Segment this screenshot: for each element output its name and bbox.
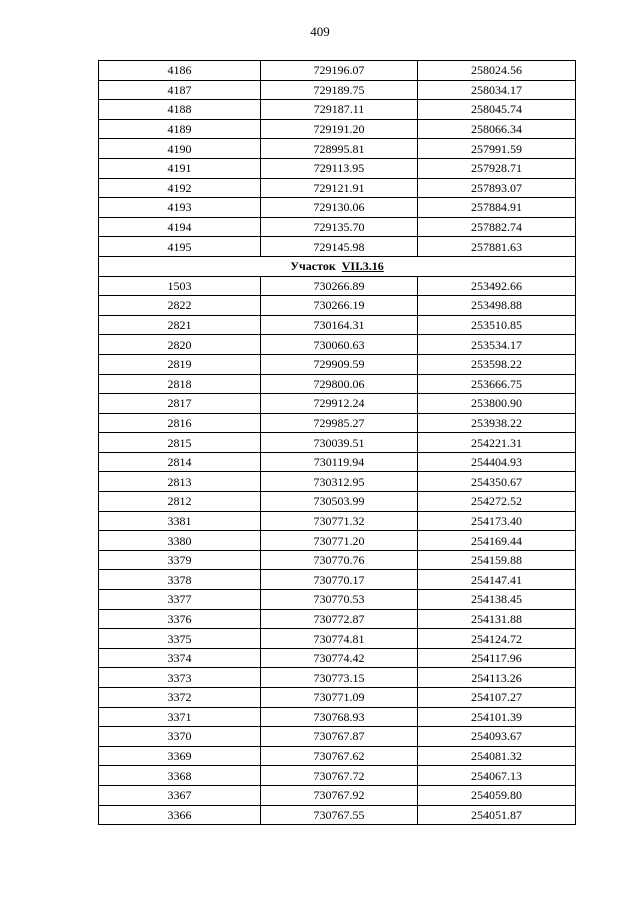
- table-row: [99, 688, 576, 708]
- table-row: [99, 276, 576, 296]
- y-coordinate-cell: 253492.66: [418, 276, 576, 296]
- table-row: [99, 629, 576, 649]
- x-coordinate-cell: 729145.98: [261, 237, 418, 257]
- point-number-cell: 3372: [99, 688, 261, 708]
- table-row: [99, 452, 576, 472]
- coordinates-table: [98, 60, 576, 825]
- point-number-cell: 3374: [99, 648, 261, 668]
- point-number-cell: 4186: [99, 61, 261, 81]
- point-number-cell: 2816: [99, 413, 261, 433]
- point-number-cell: 3376: [99, 609, 261, 629]
- y-coordinate-cell: 254059.80: [418, 785, 576, 805]
- table-row: [99, 531, 576, 551]
- y-coordinate-cell: 257884.91: [418, 198, 576, 218]
- x-coordinate-cell: 729113.95: [261, 158, 418, 178]
- x-coordinate-cell: 730771.09: [261, 688, 418, 708]
- table-row: [99, 61, 576, 81]
- point-number-cell: 3373: [99, 668, 261, 688]
- y-coordinate-cell: 254081.32: [418, 746, 576, 766]
- point-number-cell: 3367: [99, 785, 261, 805]
- point-number-cell: 3368: [99, 766, 261, 786]
- x-coordinate-cell: 730119.94: [261, 452, 418, 472]
- x-coordinate-cell: 730770.17: [261, 570, 418, 590]
- point-number-cell: 2817: [99, 394, 261, 414]
- y-coordinate-cell: 257882.74: [418, 217, 576, 237]
- section-header: [99, 256, 576, 276]
- point-number-cell: 3378: [99, 570, 261, 590]
- x-coordinate-cell: 728995.81: [261, 139, 418, 159]
- table-row: [99, 648, 576, 668]
- point-number-cell: 2821: [99, 315, 261, 335]
- y-coordinate-cell: 254350.67: [418, 472, 576, 492]
- y-coordinate-cell: 254113.26: [418, 668, 576, 688]
- table-row: [99, 570, 576, 590]
- y-coordinate-cell: 258066.34: [418, 119, 576, 139]
- x-coordinate-cell: 729121.91: [261, 178, 418, 198]
- table-row: [99, 805, 576, 825]
- y-coordinate-cell: 254221.31: [418, 433, 576, 453]
- table-row: [99, 354, 576, 374]
- y-coordinate-cell: 254131.88: [418, 609, 576, 629]
- table-row: [99, 315, 576, 335]
- point-number-cell: 2818: [99, 374, 261, 394]
- table-row: [99, 119, 576, 139]
- point-number-cell: 4191: [99, 158, 261, 178]
- x-coordinate-cell: 730767.62: [261, 746, 418, 766]
- y-coordinate-cell: 254138.45: [418, 590, 576, 610]
- point-number-cell: 3375: [99, 629, 261, 649]
- x-coordinate-cell: 730266.89: [261, 276, 418, 296]
- y-coordinate-cell: 253534.17: [418, 335, 576, 355]
- y-coordinate-cell: 258024.56: [418, 61, 576, 81]
- y-coordinate-cell: 257893.07: [418, 178, 576, 198]
- y-coordinate-cell: 253598.22: [418, 354, 576, 374]
- y-coordinate-cell: 254067.13: [418, 766, 576, 786]
- x-coordinate-cell: 730774.42: [261, 648, 418, 668]
- point-number-cell: 4187: [99, 80, 261, 100]
- x-coordinate-cell: 730770.53: [261, 590, 418, 610]
- point-number-cell: 3377: [99, 590, 261, 610]
- y-coordinate-cell: 254147.41: [418, 570, 576, 590]
- table-row: [99, 727, 576, 747]
- page-number: 409: [310, 24, 330, 39]
- table-row: [99, 374, 576, 394]
- table-row: [99, 511, 576, 531]
- y-coordinate-cell: 254169.44: [418, 531, 576, 551]
- point-number-cell: 4195: [99, 237, 261, 257]
- point-number-cell: 4189: [99, 119, 261, 139]
- point-number-cell: 3369: [99, 746, 261, 766]
- x-coordinate-cell: 729909.59: [261, 354, 418, 374]
- x-coordinate-cell: 730266.19: [261, 296, 418, 316]
- table-row: [99, 492, 576, 512]
- y-coordinate-cell: 253498.88: [418, 296, 576, 316]
- table-row: [99, 785, 576, 805]
- x-coordinate-cell: 730039.51: [261, 433, 418, 453]
- x-coordinate-cell: 730774.81: [261, 629, 418, 649]
- point-number-cell: 4193: [99, 198, 261, 218]
- table-body-bottom: [99, 276, 576, 825]
- x-coordinate-cell: 729187.11: [261, 100, 418, 120]
- y-coordinate-cell: 257991.59: [418, 139, 576, 159]
- point-number-cell: 4190: [99, 139, 261, 159]
- table-row: [99, 413, 576, 433]
- table-row: [99, 296, 576, 316]
- y-coordinate-cell: 254404.93: [418, 452, 576, 472]
- y-coordinate-cell: 254117.96: [418, 648, 576, 668]
- x-coordinate-cell: 730060.63: [261, 335, 418, 355]
- table-row: [99, 139, 576, 159]
- y-coordinate-cell: 254124.72: [418, 629, 576, 649]
- table-row: [99, 178, 576, 198]
- y-coordinate-cell: 253510.85: [418, 315, 576, 335]
- table-row: [99, 158, 576, 178]
- table-row: [99, 746, 576, 766]
- section-header-row: [99, 256, 576, 276]
- table-row: [99, 668, 576, 688]
- y-coordinate-cell: 253666.75: [418, 374, 576, 394]
- y-coordinate-cell: 257881.63: [418, 237, 576, 257]
- table-row: [99, 766, 576, 786]
- table-row: [99, 237, 576, 257]
- x-coordinate-cell: 730770.76: [261, 550, 418, 570]
- point-number-cell: 4194: [99, 217, 261, 237]
- x-coordinate-cell: 729196.07: [261, 61, 418, 81]
- point-number-cell: 2819: [99, 354, 261, 374]
- x-coordinate-cell: 730773.15: [261, 668, 418, 688]
- x-coordinate-cell: 729985.27: [261, 413, 418, 433]
- section-label: Участок: [290, 259, 336, 274]
- y-coordinate-cell: 254173.40: [418, 511, 576, 531]
- y-coordinate-cell: 253800.90: [418, 394, 576, 414]
- x-coordinate-cell: 730164.31: [261, 315, 418, 335]
- x-coordinate-cell: 729130.06: [261, 198, 418, 218]
- y-coordinate-cell: 254101.39: [418, 707, 576, 727]
- section-header-group: [99, 256, 576, 276]
- x-coordinate-cell: 729800.06: [261, 374, 418, 394]
- table-row: [99, 707, 576, 727]
- y-coordinate-cell: 258045.74: [418, 100, 576, 120]
- point-number-cell: 2815: [99, 433, 261, 453]
- point-number-cell: 2812: [99, 492, 261, 512]
- table-row: [99, 80, 576, 100]
- x-coordinate-cell: 730312.95: [261, 472, 418, 492]
- point-number-cell: 2814: [99, 452, 261, 472]
- table-row: [99, 394, 576, 414]
- y-coordinate-cell: 254051.87: [418, 805, 576, 825]
- x-coordinate-cell: 729912.24: [261, 394, 418, 414]
- table-row: [99, 335, 576, 355]
- point-number-cell: 4192: [99, 178, 261, 198]
- y-coordinate-cell: 257928.71: [418, 158, 576, 178]
- point-number-cell: 2813: [99, 472, 261, 492]
- x-coordinate-cell: 730503.99: [261, 492, 418, 512]
- table-row: [99, 590, 576, 610]
- point-number-cell: 2820: [99, 335, 261, 355]
- x-coordinate-cell: 729135.70: [261, 217, 418, 237]
- x-coordinate-cell: 730767.72: [261, 766, 418, 786]
- table-row: [99, 100, 576, 120]
- point-number-cell: 4188: [99, 100, 261, 120]
- point-number-cell: 2822: [99, 296, 261, 316]
- table-body-top: [99, 61, 576, 257]
- y-coordinate-cell: 254107.27: [418, 688, 576, 708]
- table-row: [99, 433, 576, 453]
- table-row: [99, 472, 576, 492]
- x-coordinate-cell: 730767.92: [261, 785, 418, 805]
- section-code: VII.3.16: [341, 259, 384, 274]
- x-coordinate-cell: 730768.93: [261, 707, 418, 727]
- y-coordinate-cell: 258034.17: [418, 80, 576, 100]
- y-coordinate-cell: 254159.88: [418, 550, 576, 570]
- x-coordinate-cell: 729191.20: [261, 119, 418, 139]
- y-coordinate-cell: 253938.22: [418, 413, 576, 433]
- x-coordinate-cell: 730771.32: [261, 511, 418, 531]
- x-coordinate-cell: 730767.87: [261, 727, 418, 747]
- point-number-cell: 3371: [99, 707, 261, 727]
- x-coordinate-cell: 729189.75: [261, 80, 418, 100]
- point-number-cell: 3370: [99, 727, 261, 747]
- table-row: [99, 609, 576, 629]
- x-coordinate-cell: 730771.20: [261, 531, 418, 551]
- point-number-cell: 3381: [99, 511, 261, 531]
- point-number-cell: 3366: [99, 805, 261, 825]
- table-row: [99, 217, 576, 237]
- y-coordinate-cell: 254272.52: [418, 492, 576, 512]
- point-number-cell: 3379: [99, 550, 261, 570]
- table-row: [99, 198, 576, 218]
- y-coordinate-cell: 254093.67: [418, 727, 576, 747]
- point-number-cell: 1503: [99, 276, 261, 296]
- point-number-cell: 3380: [99, 531, 261, 551]
- table-row: [99, 550, 576, 570]
- x-coordinate-cell: 730772.87: [261, 609, 418, 629]
- x-coordinate-cell: 730767.55: [261, 805, 418, 825]
